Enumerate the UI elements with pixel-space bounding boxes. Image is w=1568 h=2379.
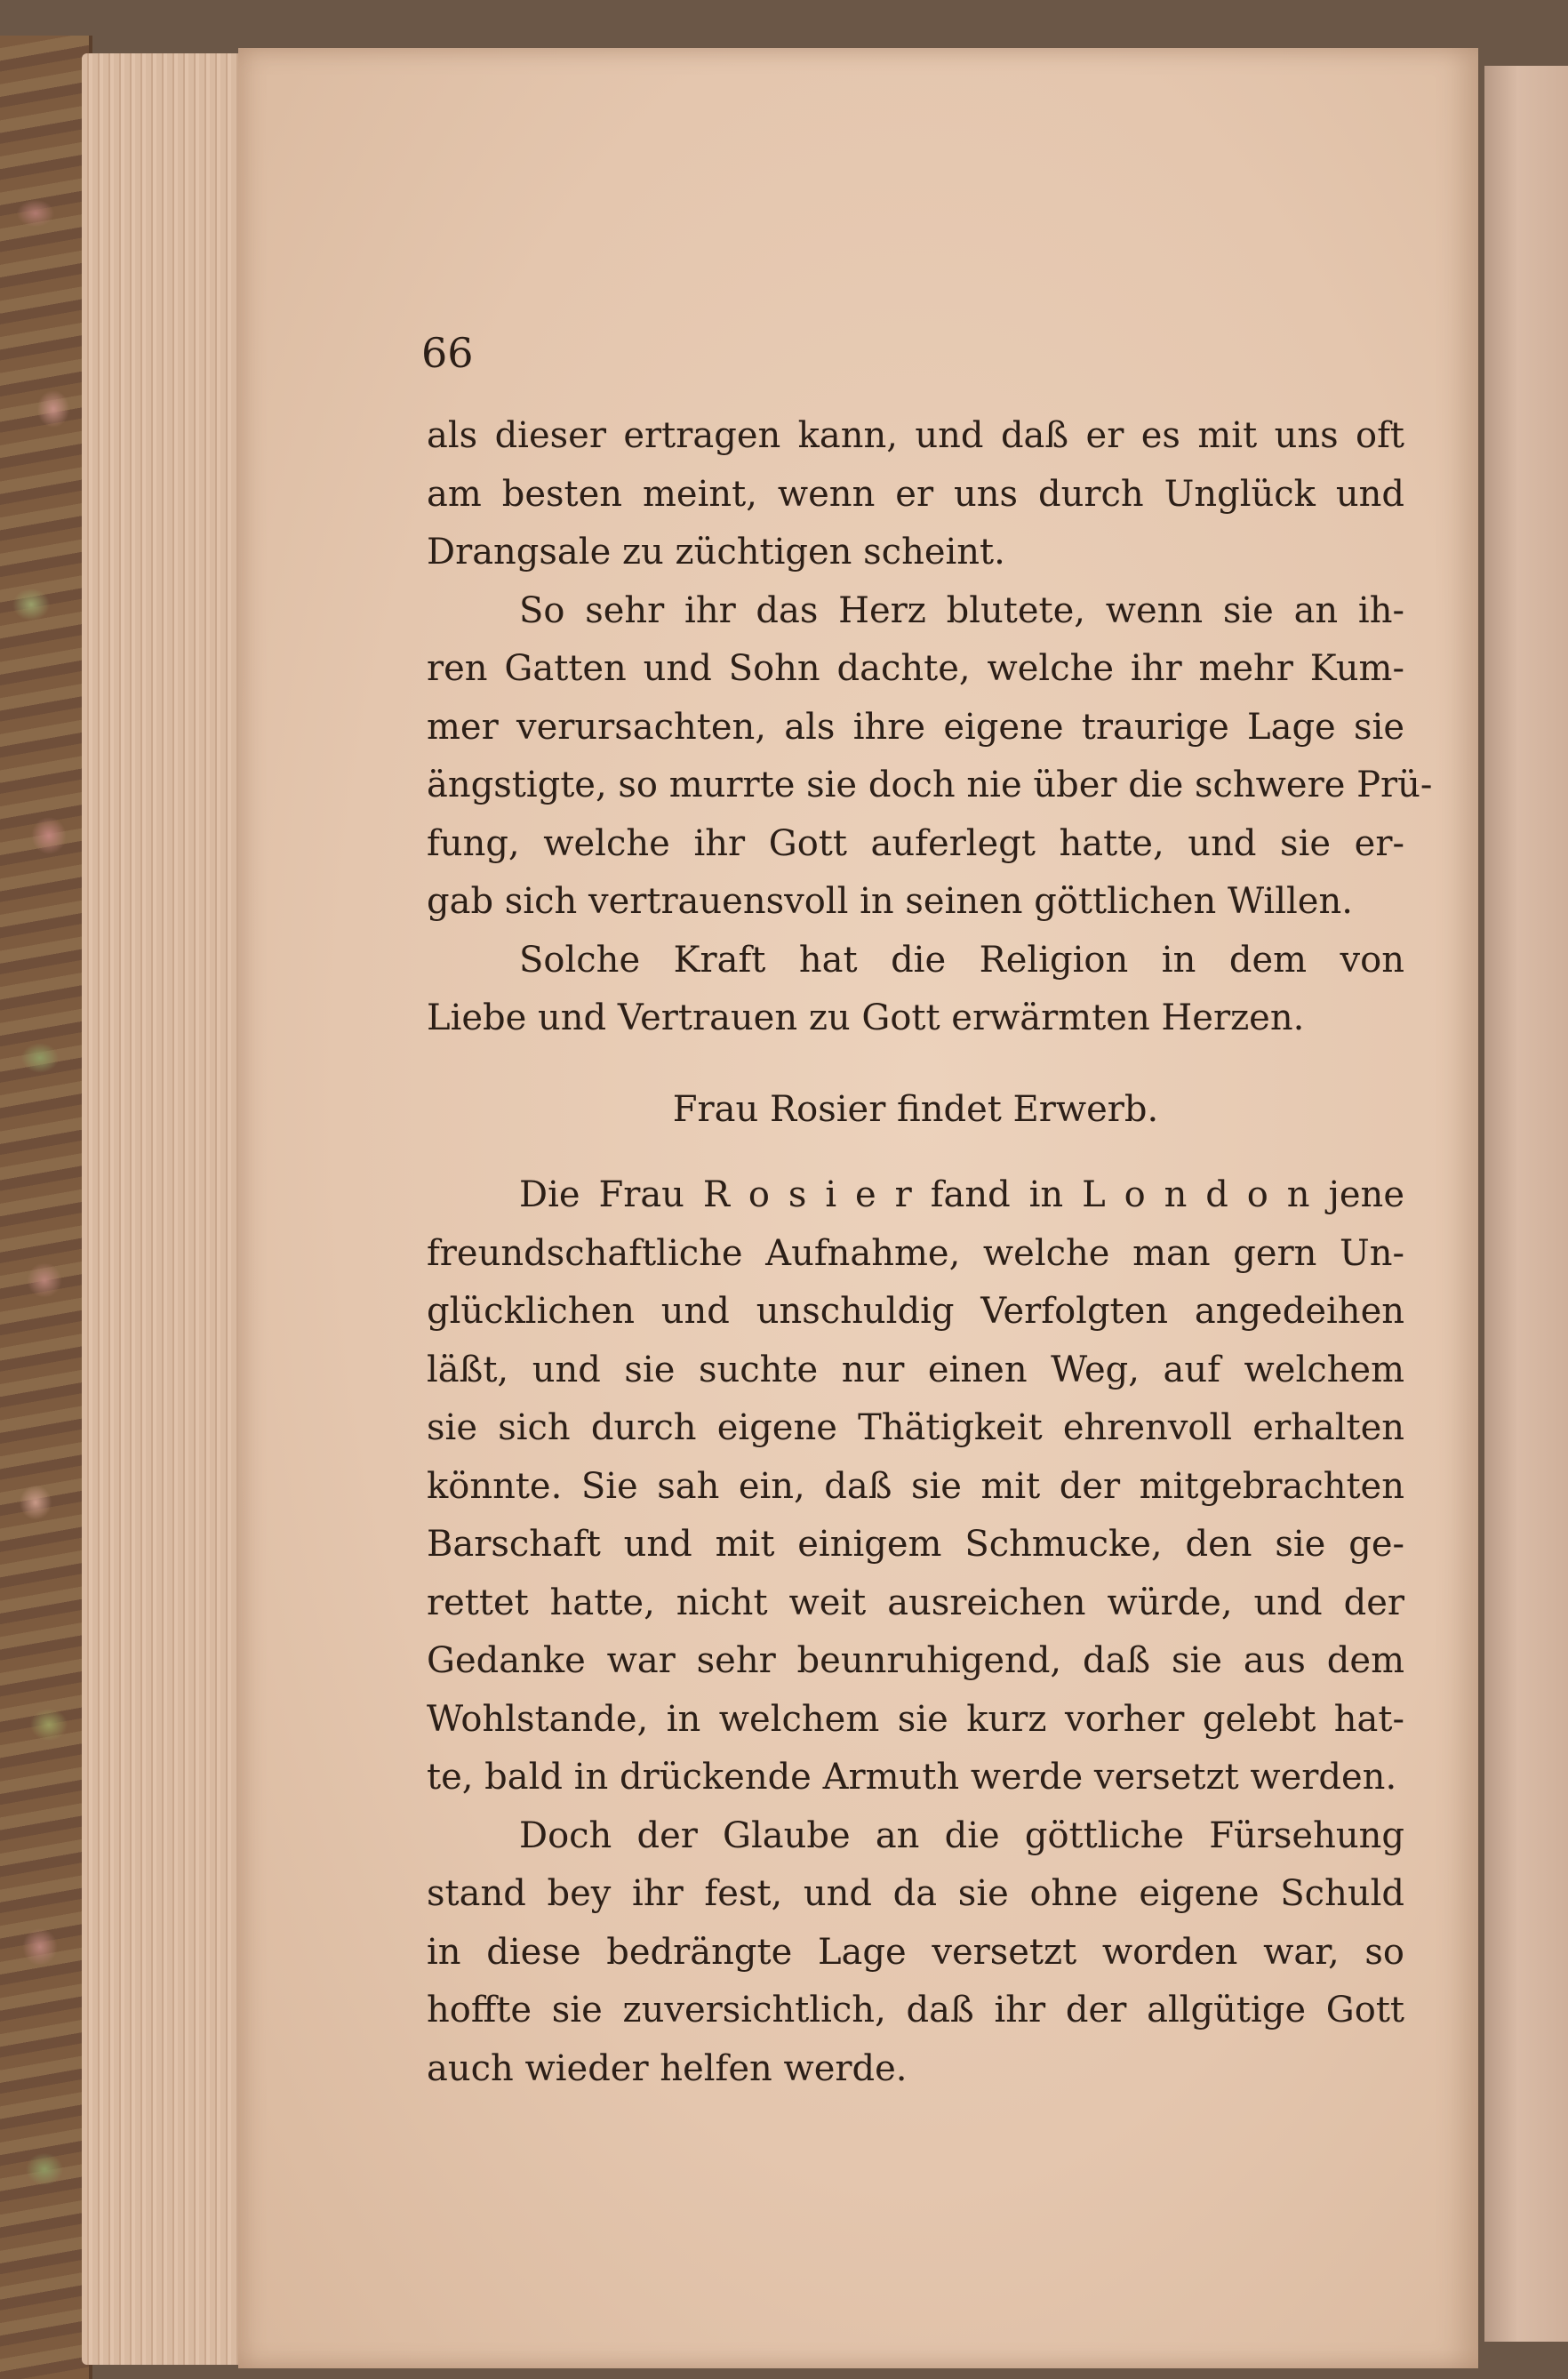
paragraph (427, 407, 1404, 582)
text-block-top (427, 407, 1433, 1048)
text-line: glücklichen und unschuldig Verfolgten angedeihen (427, 1291, 1404, 1332)
text-line: auch wieder helfen werde. (427, 2047, 908, 2089)
text-line: ren Gatten und Sohn dachte, welche ihr mehr Kum- (427, 648, 1404, 689)
text-line: Barschaft und mit einigem Schmucke, den sie ge- (427, 1524, 1404, 1565)
marbled-cover (0, 36, 92, 2379)
text-line: freundschaftliche Aufnahme, welche man gern Un- (427, 1232, 1404, 1274)
page-edges (82, 53, 251, 2365)
text-line: sie sich durch eigene Thätigkeit ehrenvoll erhalten (427, 1407, 1404, 1448)
text-line: Die Frau R o s i e r fand in L o n d o n jene (519, 1174, 1404, 1215)
text-line: Drangsale zu züchtigen scheint. (427, 532, 1005, 573)
text-line: te, bald in drückende Armuth werde versetzt werden. (427, 1757, 1397, 1798)
text-line: fung, welche ihr Gott auferlegt hatte, und sie er- (427, 822, 1404, 864)
text-block-bottom (427, 1166, 1404, 2098)
text-line: Solche Kraft hat die Religion in dem von (519, 939, 1404, 981)
text-line: Gedanke war sehr beunruhigend, daß sie aus dem (427, 1640, 1404, 1681)
text-line: ängstigte, so murrte sie doch nie über die schwere Prü- (427, 765, 1433, 805)
text-line: So sehr ihr das Herz blutete, wenn sie an ih- (519, 589, 1404, 631)
text-line: läßt, und sie suchte nur einen Weg, auf welchem (427, 1349, 1404, 1390)
paragraph (427, 932, 1404, 1048)
paragraph (427, 582, 1433, 932)
paragraph (427, 1807, 1404, 2099)
text-line: als dieser ertragen kann, und daß er es mit uns oft (427, 415, 1404, 456)
text-line: hoffte sie zuversichtlich, daß ihr der allgütige Gott (427, 1990, 1404, 2031)
text-line: könnte. Sie sah ein, daß sie mit der mitgebrachten (427, 1465, 1404, 1507)
text-line: Wohlstande, in welchem sie kurz vorher gelebt hat- (427, 1698, 1404, 1740)
section-heading: Frau Rosier findet Erwerb. (672, 1089, 1159, 1130)
text-line: stand bey ihr fest, und da sie ohne eigene Schuld (427, 1873, 1404, 1914)
text-line: in diese bedrängte Lage versetzt worden war, so (427, 1931, 1404, 1973)
paragraph (427, 1166, 1404, 1807)
page-number: 66 (421, 329, 474, 377)
text-line: am besten meint, wenn er uns durch Unglück und (427, 473, 1404, 515)
text-line: rettet hatte, nicht weit ausreichen würde, und der (427, 1582, 1404, 1623)
text-line: Doch der Glaube an die göttliche Fürsehung (519, 1814, 1404, 1856)
facing-page-edge (1484, 66, 1568, 2342)
text-line: gab sich vertrauensvoll in seinen göttlichen Willen. (427, 881, 1353, 922)
text-line: mer verursachten, als ihre eigene traurige Lage sie (427, 706, 1404, 748)
text-line: Liebe und Vertrauen zu Gott erwärmten Herzen. (427, 997, 1305, 1038)
